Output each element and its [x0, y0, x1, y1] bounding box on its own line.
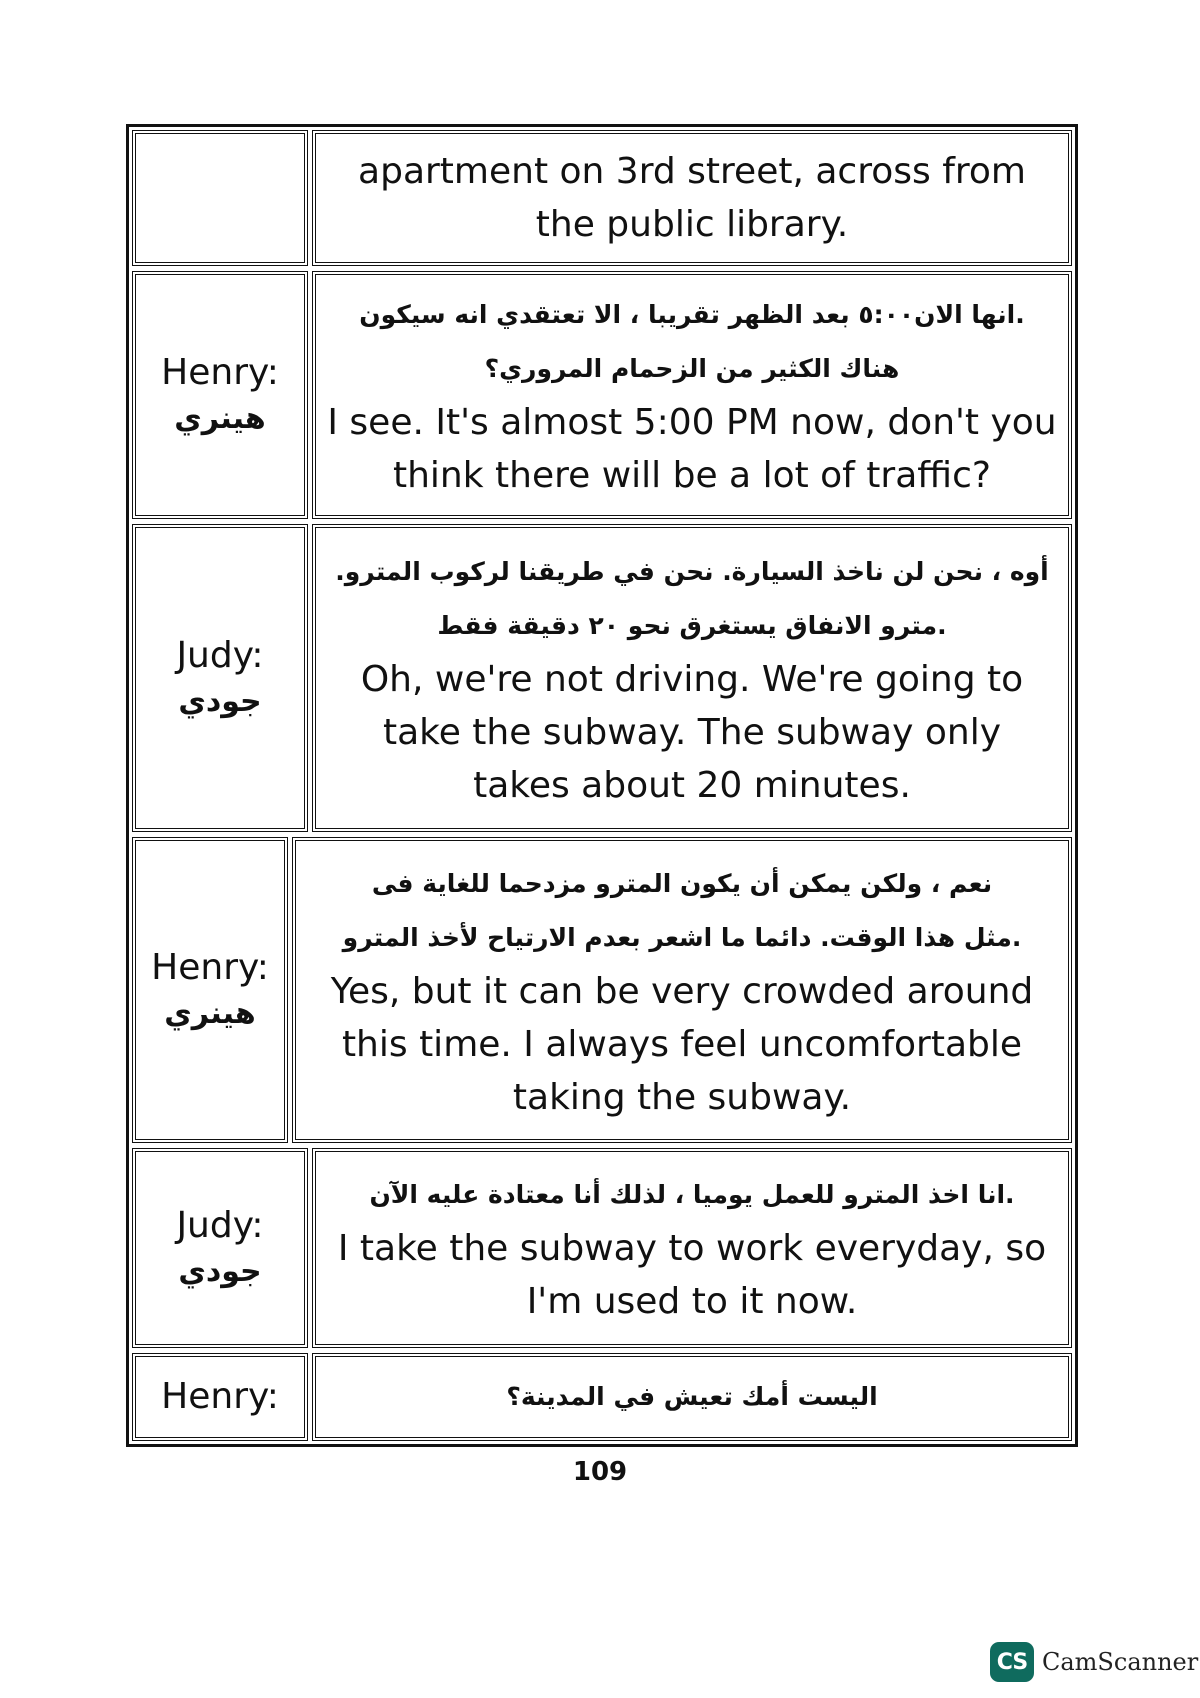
dialogue-row [132, 837, 1072, 1143]
dialogue-row [132, 130, 1072, 266]
speaker-name: Judy: [176, 1205, 264, 1246]
speaker-name: Judy: [176, 635, 264, 676]
speaker-cell [132, 130, 308, 266]
page-number: 109 [572, 1457, 628, 1487]
arabic-line: أوه ، نحن لن ناخذ السيارة. نحن في طريقنا لركوب المترو. [335, 556, 1049, 586]
arabic-line: .انها الان٥:٠٠ بعد الظهر تقريبا ، الا تعتقدي انه سيكون [359, 300, 1025, 329]
camscanner-logo-icon: CS [990, 1642, 1034, 1682]
dialogue-row [132, 524, 1072, 832]
speaker-cell [132, 524, 308, 832]
speaker-cell [132, 837, 288, 1143]
line-cell [312, 130, 1072, 266]
line-cell [312, 524, 1072, 832]
dialogue-row [132, 1148, 1072, 1348]
arabic-line: .مترو الانفاق يستغرق نحو ٢٠ دقيقة فقط [437, 610, 947, 640]
dialogue-table [126, 124, 1078, 1447]
english-line: I take the subway to work everyday, so I'm used to it now. [337, 1228, 1047, 1322]
speaker-name-arabic: هينري [164, 996, 256, 1031]
english-line: Yes, but it can be very crowded around this time. I always feel uncomfortable taking the subway. [330, 970, 1034, 1118]
arabic-line: اليست أمك تعيش في المدينة؟ [506, 1382, 878, 1411]
dialogue-row [132, 271, 1072, 519]
arabic-line: .مثل هذا الوقت. دائما ما اشعر بعدم الارتياح لأخذ المترو [342, 922, 1022, 952]
line-cell [292, 837, 1072, 1143]
speaker-cell [132, 1148, 308, 1348]
arabic-line: نعم ، ولكن يمكن أن يكون المترو مزدحما للغاية فى [371, 868, 993, 898]
speaker-name-arabic: هينري [174, 401, 266, 436]
line-cell [312, 1148, 1072, 1348]
speaker-name-arabic: جودي [178, 1254, 262, 1289]
arabic-line: .انا اخذ المترو للعمل يوميا ، لذلك أنا معتادة عليه الآن [369, 1180, 1015, 1209]
line-cell [312, 1353, 1072, 1441]
speaker-name-arabic: جودي [178, 684, 262, 719]
english-line: I see. It's almost 5:00 PM now, don't you think there will be a lot of traffic? [327, 402, 1057, 496]
english-line: Oh, we're not driving. We're going to take the subway. The subway only takes about 20 minutes. [360, 658, 1024, 806]
speaker-name: Henry: [151, 947, 269, 988]
arabic-line: هناك الكثير من الزحمام المروري؟ [484, 354, 900, 383]
speaker-name: Henry: [161, 352, 279, 393]
line-cell [312, 271, 1072, 519]
speaker-cell [132, 1353, 308, 1441]
speaker-cell [132, 271, 308, 519]
camscanner-watermark [990, 1642, 1198, 1682]
camscanner-label: CamScanner [1042, 1648, 1199, 1676]
speaker-name: Henry: [161, 1376, 279, 1417]
dialogue-row [132, 1353, 1072, 1441]
english-line: apartment on 3rd street, across from the public library. [358, 151, 1026, 245]
